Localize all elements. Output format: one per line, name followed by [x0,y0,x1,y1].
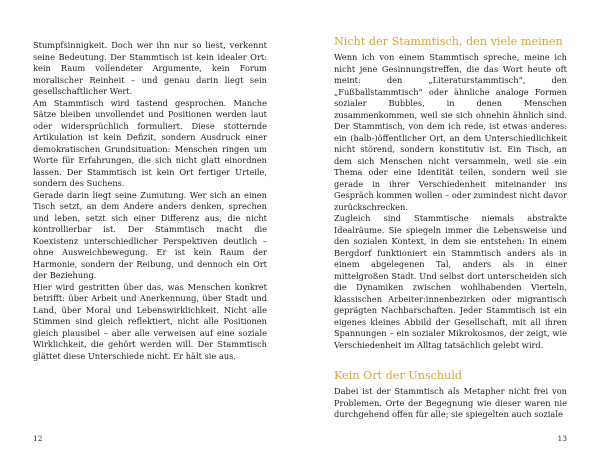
left-paragraph-4: Hier wird gestritten über das, was Menschen konkret betrifft: über Arbeit und Anerkennung, über Stadt und Land, über Moral und Lebenswirklichkeit. Nicht alle Stimmen sind gleich reflektiert, nicht alle Positionen gleich plausibel – aber alle verweisen auf eine soziale Wirklichkeit, die gehört werden will. Der Stammtisch glättet diese Unterschiede nicht. Er hält sie aus. [33,281,267,361]
left-paragraph-3: Gerade darin liegt seine Zumutung. Wer sich an einen Tisch setzt, an dem Andere anders denken, sprechen und leben, setzt sich einer Differenz aus, die nicht kontrollierbar ist. Der Stammtisch macht die Koexistenz unterschiedlicher Perspektiven deutlich – ohne Ausweichbewegung. Er ist kein Raum der Harmonie, sondern der Reibung, und dennoch ein Ort der Beziehung. [33,189,267,280]
right-paragraph-2: Zugleich sind Stammtische niemals abstrakte Idealräume. Sie spiegeln immer die Lebensweise und den sozialen Kontext, in dem sie entstehen: In einem Bergdorf funktioniert ein Stammtisch anders als in einem abgelegenen Tal, anders als in einer mittelgroßen Stadt. Und selbst dort unterscheiden sich die Dynamiken zwischen wohlhabenden Vierteln, klassischen Arbeiter:innenbezirken oder migrantisch geprägten Nachbarschaften. Jeder Stammtisch ist ein eigenes kleines Abbild der Gesellschaft, mit all ihren Spannungen – ein sozialer Mikrokosmos, der zeigt, wie Verschiedenheit im Alltag tatsächlich gelebt wird. [334,213,567,350]
right-text-column [334,35,567,421]
left-page-number: 12 [33,434,43,443]
left-paragraph-1: Stumpfsinnigkeit. Doch wer ihn nur so liest, verkennt seine Bedeutung. Der Stammtisch ist kein idealer Ort: kein Raum vollendeter Argumente, kein Forum moralischer Reinheit – und genau darin liegt sein gesellschaftlicher Wert. [33,40,267,96]
left-text-column [33,40,267,362]
right-paragraph-3: Dabei ist der Stammtisch als Metapher nicht frei von Problemen. Orte der Begegnung wie dieser waren nie durchgehend offen für alle; sie spiegelten auch soziale [334,386,567,419]
section-heading-stammtisch: Nicht der Stammtisch, den viele meinen [334,35,563,48]
right-page-number: 13 [557,434,567,443]
right-paragraph-1: Wenn ich von einem Stammtisch spreche, meine ich nicht jene Gesinnungstreffen, die das Wort heute oft meint: den „Literaturstammtisch“, den „Fußballstammtisch“ oder ähnliche analoge Formen sozialer Bubbles, in denen Menschen zusammenkommen, weil sie sich ohnehin ähnlich sind. Der Stammtisch, von dem ich rede, ist etwas anderes: ein (halb-)öffentlicher Ort, an dem Unterschiedlichkeit nicht störend, sondern konstitutiv ist. Ein Tisch, an dem sich Menschen nicht versammeln, weil sie ein Thema oder eine Identität teilen, sondern weil sie gerade in ihrer Verschiedenheit miteinander ins Gespräch kommen wollen – oder zumindest nicht davor zurückschrecken. [334,52,567,212]
left-paragraph-2: Am Stammtisch wird tastend gesprochen. Manche Sätze bleiben unvollendet und Positionen werden laut oder widersprüchlich formuliert. Diese stotternde Artikulation ist kein Defizit, sondern Ausdruck einer demokratischen Grundsituation: Menschen ringen um Worte für Erfahrungen, die sich nicht glatt einordnen lassen. Der Stammtisch ist kein Ort fertiger Urteile, sondern des Suchens. [33,97,267,188]
right-page [300,0,600,469]
section-heading-unschuld: Kein Ort der Unschuld [334,369,463,382]
